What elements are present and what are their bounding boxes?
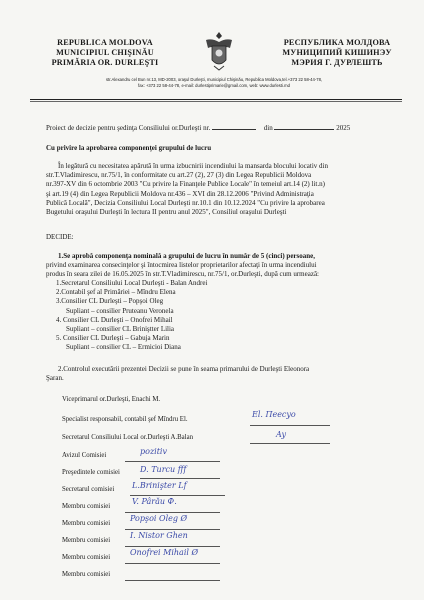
- header-left: [30, 38, 180, 68]
- signature-label: Membru comisiei: [62, 503, 111, 510]
- address-line: str.Alexandru cel Bun nr.13, MD-2003, oraşul Durleşti, municipiul Chişinău, Republica Moldova,tel.+373 22 58-44-78,: [105, 77, 323, 82]
- signature-label: Specialist responsabil, contabil şef Mîndru El.: [62, 416, 188, 423]
- coat-of-arms-icon: [202, 30, 236, 72]
- members-list: [56, 279, 396, 353]
- point-2: [46, 365, 408, 383]
- signature-label: Membru comisiei: [62, 537, 111, 544]
- signature-line: [130, 495, 225, 496]
- signature-handwritten: V. Pârău Ф.: [132, 497, 177, 506]
- intro-line: În legătură cu necesitatea apărută în urma izbucnirii incendiului la mansarda blocului locativ din: [58, 162, 328, 170]
- intro-line: Publică Locală", Decizia Consiliului Local Durleşti nr.10.1 din 10.12.2024 "Cu privire la aprobarea: [46, 198, 325, 207]
- project-line: [46, 124, 350, 133]
- number-blank: [212, 129, 256, 130]
- date-blank: [274, 129, 334, 130]
- project-line-year: 2025: [336, 124, 351, 132]
- signature-handwritten: pozitiv: [140, 447, 168, 456]
- signature-line: [125, 529, 220, 530]
- document-title: Cu privire la aprobarea componenţei grupului de lucru: [46, 144, 212, 152]
- header-right-line: МЭРИЯ Г. ДУРЛЕШТЬ: [291, 58, 383, 67]
- signature-label: Membru comisiei: [62, 554, 111, 561]
- list-item: 5. Consilier CL Durleşti – Gabuja Marin: [56, 334, 170, 343]
- signature-line: [250, 425, 330, 426]
- signature-line: [125, 580, 220, 581]
- signature-label: Membru comisiei: [62, 520, 111, 527]
- signature-handwritten: Ay: [276, 430, 286, 439]
- signature-handwritten: D. Turcu fff: [140, 465, 187, 474]
- signature-label: Viceprimarul or.Durleşti, Enachi M.: [62, 396, 161, 403]
- project-line-din: din: [263, 124, 273, 132]
- signature-line: [125, 546, 220, 547]
- point-1-line: privind examinarea consecinţelor şi întocmirea listelor proprietarilor afectaţi în urma incendiului: [46, 261, 317, 270]
- header-right-line: МУНИЦИПИЙ КИШИНЭУ: [282, 48, 392, 57]
- header-right: [262, 38, 412, 68]
- header-divider-thin: [30, 101, 402, 102]
- list-item: Supliant – consilier CL Briniştter Lilia: [66, 325, 175, 334]
- header-left-line: MUNICIPIUL CHIŞINĂU: [56, 48, 154, 57]
- address-line: fax: +373 22 58-44-78, e-mail: durlestiprimarie@gmail.com, web: www.durlesti.md: [138, 83, 290, 88]
- list-item: 2.Contabil şef al Primăriei – Mîndru Elena: [56, 288, 176, 297]
- signature-line: [125, 563, 220, 564]
- list-item: Supliant – consilier Pruteanu Veronela: [66, 306, 174, 315]
- signature-line: [125, 512, 220, 513]
- list-item: 3.Consilier CL Durleşti – Popşoi Oleg: [56, 297, 164, 306]
- signature-handwritten: I. Nistor Ghen: [130, 531, 188, 540]
- signature-label: Membru comisiei: [62, 571, 111, 578]
- intro-line: Bugetului oraşului Durleşti în lectura II pentru anul 2025", Consiliul oraşului Durleşti: [46, 208, 287, 217]
- signature-label: Secretarul Consiliului Local or.Durleşti A.Balan: [62, 434, 194, 441]
- list-item: 1.Secretarul Consiliului Local Durleşti - Balan Andrei: [56, 279, 208, 287]
- header-right-line: РЕСПУБЛИКА МОЛДОВА: [283, 38, 391, 47]
- decide-heading: DECIDE:: [46, 233, 74, 241]
- point-1-lead: 1.Se aprobă componenţa nominală a grupului de lucru în număr de 5 (cinci) persoane,: [58, 252, 316, 260]
- point-1: [46, 252, 406, 280]
- signature-label: Secretarul comisiei: [62, 486, 115, 493]
- intro-line: şi art.19 (4) din Legea Republicii Moldova nr.436 – XVI din 28.12.2006 "Privind Administraţia: [46, 189, 314, 198]
- signature-label: Avizul Comisiei: [62, 452, 107, 459]
- signature-handwritten: L.Brinişter Lf: [132, 481, 187, 490]
- signature-label: Preşedintele comisiei: [62, 469, 120, 476]
- signature-handwritten: Onofrei Mihail Ø: [130, 548, 199, 557]
- header-divider: [30, 99, 402, 100]
- intro-paragraph: [46, 162, 408, 217]
- intro-line: str.T.Vladimirescu, nr.75/1, în conformitate cu art.27 (2), 27 (3) din Legea Republicii Moldova: [46, 171, 312, 180]
- address-block: [44, 77, 384, 89]
- header-left-line: REPUBLICA MOLDOVA: [57, 38, 153, 47]
- header-left-line: PRIMĂRIA OR. DURLEŞTI: [51, 58, 159, 67]
- point-1-line: produs în seara zilei de 16.05.2025 în str.T.Vladimirescu, nr.75/1, or.Durleşti, după cum urmează:: [46, 270, 319, 279]
- signature-line: [250, 443, 330, 444]
- point-2-line: Şaran.: [46, 374, 64, 383]
- list-item: Supliant – consilier CL – Ermicioi Diana: [66, 343, 181, 352]
- signature-line: [125, 461, 220, 462]
- signature-line: [140, 478, 220, 479]
- intro-line: nr.397-XV din 6 octombrie 2003 "Cu privire la Finanţele Publice Locale" în temeiul art.14 (2) lit.n): [46, 180, 325, 189]
- signature-handwritten: El. Пеecyo: [252, 410, 296, 419]
- signature-handwritten: Popşoi Oleg Ø: [130, 514, 188, 523]
- list-item: 4. Consilier CL Durleşti – Onofrei Mihail: [56, 315, 173, 324]
- project-line-text: Proiect de decizie pentru şedinţa Consiliului or.Durleşti nr.: [46, 124, 211, 132]
- point-2-line: 2.Controlul executării prezentei Decizii se pune în seama primarului de Durleşti Eleonora: [58, 365, 310, 373]
